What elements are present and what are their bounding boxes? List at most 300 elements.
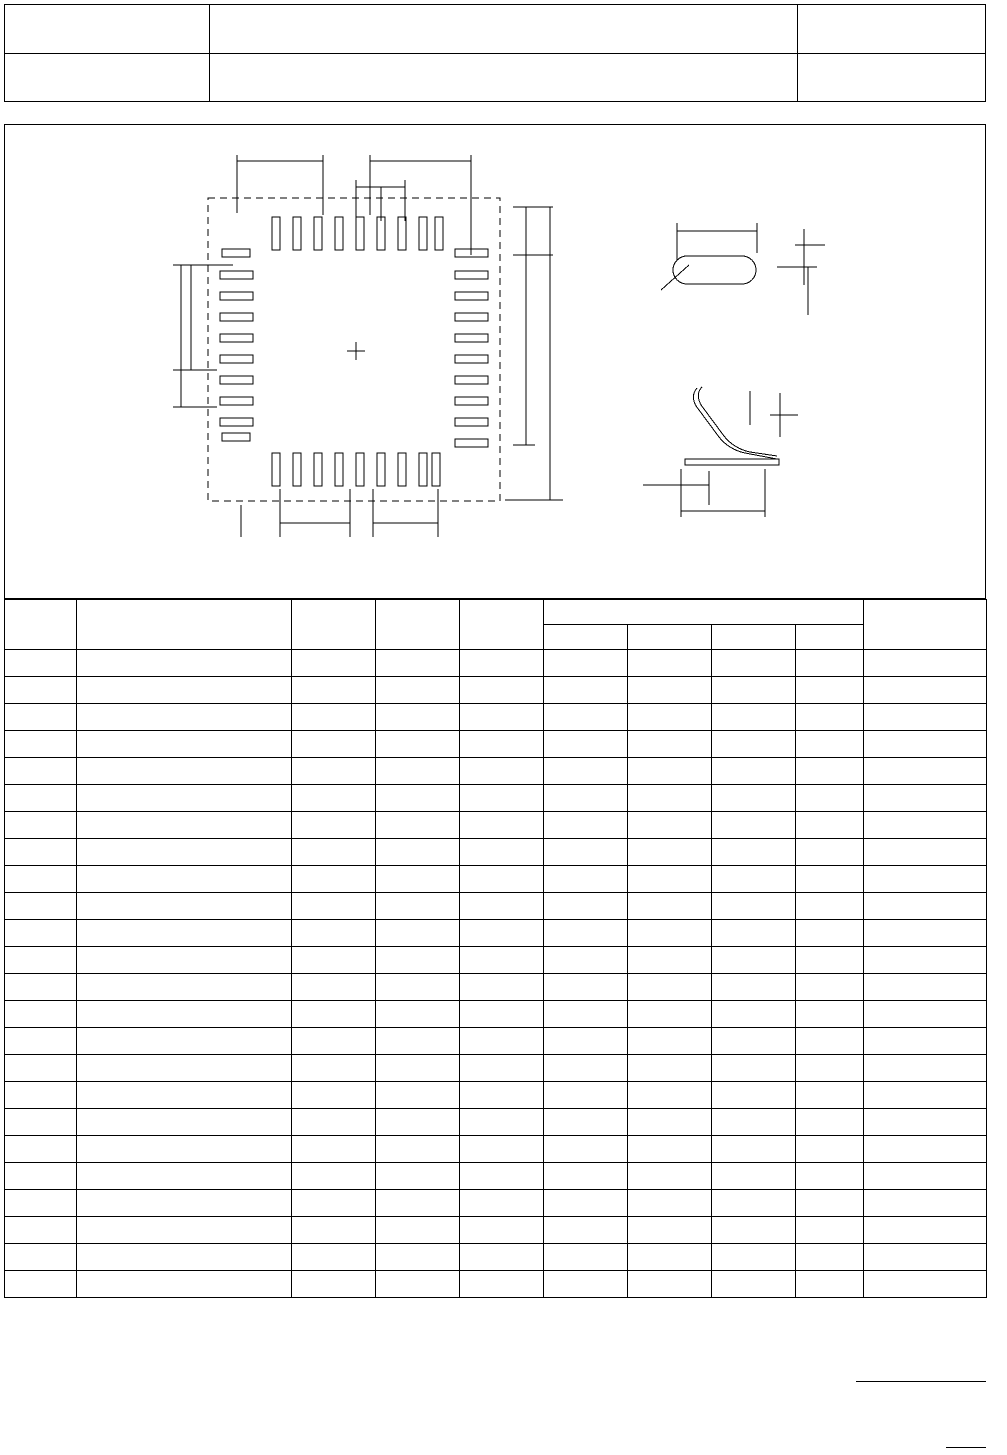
cell-7 <box>628 1055 712 1082</box>
table-row <box>5 1028 987 1055</box>
cell-4 <box>376 839 460 866</box>
cell-notes <box>864 947 987 974</box>
lead-row-top <box>272 217 443 250</box>
cell-3 <box>292 866 376 893</box>
cell-9 <box>796 866 864 893</box>
cell-9 <box>796 785 864 812</box>
cell-9 <box>796 920 864 947</box>
cell-8 <box>712 1082 796 1109</box>
cell-notes <box>864 731 987 758</box>
cell-8 <box>712 974 796 1001</box>
header-symbol <box>5 600 77 650</box>
cell-symbol <box>5 947 77 974</box>
cell-description <box>77 974 292 1001</box>
cell-9 <box>796 1163 864 1190</box>
lead-row-right <box>455 249 488 447</box>
table-row <box>5 704 987 731</box>
cell-5 <box>460 920 544 947</box>
cell-4 <box>376 731 460 758</box>
cell-5 <box>460 1190 544 1217</box>
cell-8 <box>712 1136 796 1163</box>
cell-6 <box>544 1055 628 1082</box>
cell-symbol <box>5 1163 77 1190</box>
cell-notes <box>864 758 987 785</box>
cell-8 <box>712 893 796 920</box>
header-col-4 <box>376 600 460 650</box>
table-row <box>5 785 987 812</box>
cell-3 <box>292 839 376 866</box>
cell-7 <box>628 1082 712 1109</box>
title-block <box>4 4 986 102</box>
cell-9 <box>796 1190 864 1217</box>
title-block-cell-center-top <box>210 5 798 53</box>
cell-description <box>77 1136 292 1163</box>
cell-description <box>77 1055 292 1082</box>
cell-5 <box>460 1001 544 1028</box>
cell-6 <box>544 1190 628 1217</box>
cell-notes <box>864 1055 987 1082</box>
cell-7 <box>628 1217 712 1244</box>
cell-7 <box>628 1028 712 1055</box>
cell-symbol <box>5 1082 77 1109</box>
cell-8 <box>712 1028 796 1055</box>
table-header-row-top <box>5 600 987 625</box>
cell-8 <box>712 758 796 785</box>
cell-symbol <box>5 1190 77 1217</box>
cell-3 <box>292 1001 376 1028</box>
cell-symbol <box>5 704 77 731</box>
header-group-span <box>544 600 864 625</box>
title-block-cell-left-top <box>5 5 210 53</box>
cell-6 <box>544 731 628 758</box>
cell-notes <box>864 1217 987 1244</box>
cell-symbol <box>5 650 77 677</box>
cell-6 <box>544 785 628 812</box>
cell-symbol <box>5 866 77 893</box>
cell-6 <box>544 920 628 947</box>
cell-9 <box>796 731 864 758</box>
cell-5 <box>460 812 544 839</box>
cell-4 <box>376 704 460 731</box>
cell-symbol <box>5 893 77 920</box>
cell-5 <box>460 785 544 812</box>
cell-9 <box>796 812 864 839</box>
table-row <box>5 812 987 839</box>
cell-3 <box>292 758 376 785</box>
cell-6 <box>544 974 628 1001</box>
cell-4 <box>376 1001 460 1028</box>
cell-7 <box>628 1109 712 1136</box>
cell-description <box>77 839 292 866</box>
cell-3 <box>292 1082 376 1109</box>
cell-notes <box>864 839 987 866</box>
cell-7 <box>628 758 712 785</box>
cell-notes <box>864 974 987 1001</box>
cell-4 <box>376 812 460 839</box>
cell-symbol <box>5 1217 77 1244</box>
cell-9 <box>796 677 864 704</box>
cell-6 <box>544 1244 628 1271</box>
cell-symbol <box>5 1001 77 1028</box>
cell-description <box>77 1271 292 1298</box>
cell-7 <box>628 1136 712 1163</box>
cell-5 <box>460 677 544 704</box>
cell-notes <box>864 677 987 704</box>
cell-6 <box>544 1163 628 1190</box>
detail-lead-end-view <box>661 223 825 315</box>
cell-description <box>77 677 292 704</box>
cell-5 <box>460 1163 544 1190</box>
cell-symbol <box>5 920 77 947</box>
cell-4 <box>376 677 460 704</box>
title-block-cell-center-bottom <box>210 54 798 102</box>
cell-6 <box>544 704 628 731</box>
footer-rule-secondary <box>946 1447 986 1448</box>
cell-3 <box>292 1217 376 1244</box>
lead-left-last <box>222 433 250 441</box>
table-row <box>5 1217 987 1244</box>
cell-8 <box>712 677 796 704</box>
table-row <box>5 920 987 947</box>
header-notes <box>864 600 987 650</box>
title-block-cell-left-bottom <box>5 54 210 102</box>
cell-3 <box>292 812 376 839</box>
cell-5 <box>460 1217 544 1244</box>
table-row <box>5 677 987 704</box>
cell-9 <box>796 893 864 920</box>
cell-7 <box>628 947 712 974</box>
cell-notes <box>864 1271 987 1298</box>
cell-notes <box>864 1082 987 1109</box>
cell-5 <box>460 893 544 920</box>
cell-7 <box>628 1163 712 1190</box>
table-row <box>5 1190 987 1217</box>
cell-9 <box>796 839 864 866</box>
header-col-5 <box>460 600 544 650</box>
cell-notes <box>864 704 987 731</box>
cell-3 <box>292 1055 376 1082</box>
table-row <box>5 947 987 974</box>
cell-4 <box>376 1136 460 1163</box>
cell-3 <box>292 1190 376 1217</box>
cell-4 <box>376 974 460 1001</box>
cell-3 <box>292 947 376 974</box>
cell-7 <box>628 839 712 866</box>
lead-row-bottom <box>272 453 440 486</box>
cell-5 <box>460 866 544 893</box>
cell-9 <box>796 1028 864 1055</box>
header-sub-col-9 <box>796 625 864 650</box>
cell-6 <box>544 1109 628 1136</box>
cell-3 <box>292 731 376 758</box>
cell-4 <box>376 1109 460 1136</box>
cell-8 <box>712 1271 796 1298</box>
cell-5 <box>460 1244 544 1271</box>
cell-9 <box>796 974 864 1001</box>
cell-5 <box>460 1055 544 1082</box>
cell-5 <box>460 1109 544 1136</box>
cell-9 <box>796 704 864 731</box>
cell-description <box>77 1001 292 1028</box>
cell-8 <box>712 1055 796 1082</box>
cell-symbol <box>5 1136 77 1163</box>
cell-6 <box>544 1271 628 1298</box>
cell-notes <box>864 1109 987 1136</box>
table-row <box>5 758 987 785</box>
cell-description <box>77 785 292 812</box>
cell-8 <box>712 947 796 974</box>
header-sub-col-6 <box>544 625 628 650</box>
title-block-cell-right-top <box>798 5 985 53</box>
cell-7 <box>628 866 712 893</box>
cell-6 <box>544 1001 628 1028</box>
cell-5 <box>460 650 544 677</box>
cell-notes <box>864 1136 987 1163</box>
cell-description <box>77 758 292 785</box>
cell-5 <box>460 1136 544 1163</box>
cell-6 <box>544 758 628 785</box>
cell-3 <box>292 893 376 920</box>
cell-notes <box>864 866 987 893</box>
cell-notes <box>864 1163 987 1190</box>
package-drawing-panel <box>4 124 986 599</box>
cell-9 <box>796 758 864 785</box>
cell-8 <box>712 731 796 758</box>
cell-9 <box>796 1109 864 1136</box>
cell-7 <box>628 893 712 920</box>
cell-9 <box>796 1271 864 1298</box>
title-block-cell-right-bottom <box>798 54 985 102</box>
cell-4 <box>376 1028 460 1055</box>
cell-3 <box>292 1109 376 1136</box>
center-datum-cross <box>347 342 365 360</box>
table-row <box>5 974 987 1001</box>
cell-4 <box>376 866 460 893</box>
cell-5 <box>460 947 544 974</box>
cell-6 <box>544 947 628 974</box>
cell-description <box>77 1082 292 1109</box>
cell-3 <box>292 704 376 731</box>
dimension-table <box>4 599 987 1298</box>
cell-5 <box>460 1028 544 1055</box>
cell-description <box>77 920 292 947</box>
cell-8 <box>712 1217 796 1244</box>
cell-6 <box>544 839 628 866</box>
cell-description <box>77 1028 292 1055</box>
title-block-row-top <box>5 5 985 54</box>
lead-row-left <box>220 271 253 426</box>
cell-symbol <box>5 1271 77 1298</box>
cell-4 <box>376 1217 460 1244</box>
cell-description <box>77 1244 292 1271</box>
cell-8 <box>712 1109 796 1136</box>
pin-one-indicator-lead <box>222 249 250 257</box>
cell-notes <box>864 920 987 947</box>
cell-7 <box>628 974 712 1001</box>
cell-4 <box>376 893 460 920</box>
cell-8 <box>712 704 796 731</box>
cell-7 <box>628 1244 712 1271</box>
cell-4 <box>376 1055 460 1082</box>
cell-symbol <box>5 974 77 1001</box>
cell-6 <box>544 866 628 893</box>
cell-7 <box>628 785 712 812</box>
table-row <box>5 1163 987 1190</box>
cell-description <box>77 812 292 839</box>
cell-8 <box>712 1190 796 1217</box>
cell-symbol <box>5 1028 77 1055</box>
cell-8 <box>712 839 796 866</box>
cell-9 <box>796 1217 864 1244</box>
cell-notes <box>864 1190 987 1217</box>
cell-7 <box>628 650 712 677</box>
table-row <box>5 1271 987 1298</box>
cell-symbol <box>5 839 77 866</box>
cell-7 <box>628 704 712 731</box>
cell-4 <box>376 1190 460 1217</box>
header-sub-col-8 <box>712 625 796 650</box>
cell-description <box>77 1217 292 1244</box>
table-row <box>5 893 987 920</box>
cell-4 <box>376 1082 460 1109</box>
cell-9 <box>796 947 864 974</box>
cell-3 <box>292 1244 376 1271</box>
cell-symbol <box>5 731 77 758</box>
cell-9 <box>796 650 864 677</box>
package-outline-drawing <box>5 125 985 598</box>
cell-6 <box>544 1028 628 1055</box>
cell-6 <box>544 677 628 704</box>
cell-notes <box>864 785 987 812</box>
cell-description <box>77 1190 292 1217</box>
table-row <box>5 1136 987 1163</box>
cell-3 <box>292 1271 376 1298</box>
cell-symbol <box>5 677 77 704</box>
cell-9 <box>796 1055 864 1082</box>
cell-description <box>77 1109 292 1136</box>
cell-8 <box>712 1163 796 1190</box>
cell-7 <box>628 677 712 704</box>
table-row <box>5 1244 987 1271</box>
cell-3 <box>292 1028 376 1055</box>
header-sub-col-7 <box>628 625 712 650</box>
cell-symbol <box>5 1055 77 1082</box>
cell-8 <box>712 785 796 812</box>
cell-8 <box>712 812 796 839</box>
cell-6 <box>544 1217 628 1244</box>
cell-9 <box>796 1082 864 1109</box>
cell-3 <box>292 1163 376 1190</box>
cell-4 <box>376 947 460 974</box>
cell-notes <box>864 1001 987 1028</box>
cell-5 <box>460 731 544 758</box>
cell-8 <box>712 1244 796 1271</box>
cell-symbol <box>5 812 77 839</box>
cell-4 <box>376 1244 460 1271</box>
dimension-lines-right <box>505 207 563 500</box>
cell-symbol <box>5 785 77 812</box>
cell-description <box>77 731 292 758</box>
cell-6 <box>544 650 628 677</box>
cell-7 <box>628 731 712 758</box>
cell-7 <box>628 1190 712 1217</box>
cell-5 <box>460 839 544 866</box>
cell-6 <box>544 893 628 920</box>
table-row <box>5 650 987 677</box>
cell-notes <box>864 893 987 920</box>
cell-4 <box>376 1163 460 1190</box>
cell-symbol <box>5 1109 77 1136</box>
title-block-row-bottom <box>5 54 985 102</box>
cell-3 <box>292 974 376 1001</box>
cell-4 <box>376 1271 460 1298</box>
table-row <box>5 866 987 893</box>
cell-9 <box>796 1136 864 1163</box>
cell-5 <box>460 704 544 731</box>
table-row <box>5 1055 987 1082</box>
cell-description <box>77 704 292 731</box>
cell-notes <box>864 812 987 839</box>
cell-6 <box>544 1082 628 1109</box>
cell-7 <box>628 1271 712 1298</box>
cell-8 <box>712 1001 796 1028</box>
cell-9 <box>796 1244 864 1271</box>
cell-6 <box>544 1136 628 1163</box>
cell-5 <box>460 1271 544 1298</box>
cell-5 <box>460 974 544 1001</box>
cell-3 <box>292 785 376 812</box>
cell-6 <box>544 812 628 839</box>
cell-8 <box>712 920 796 947</box>
cell-8 <box>712 650 796 677</box>
cell-3 <box>292 650 376 677</box>
cell-description <box>77 893 292 920</box>
cell-7 <box>628 1001 712 1028</box>
header-description <box>77 600 292 650</box>
cell-symbol <box>5 1244 77 1271</box>
cell-notes <box>864 650 987 677</box>
table-row <box>5 1109 987 1136</box>
cell-4 <box>376 785 460 812</box>
header-col-3 <box>292 600 376 650</box>
cell-4 <box>376 758 460 785</box>
cell-7 <box>628 812 712 839</box>
cell-9 <box>796 1001 864 1028</box>
cell-description <box>77 866 292 893</box>
cell-notes <box>864 1244 987 1271</box>
cell-7 <box>628 920 712 947</box>
cell-3 <box>292 1136 376 1163</box>
package-body-outline <box>208 198 500 501</box>
cell-symbol <box>5 758 77 785</box>
table-row <box>5 1082 987 1109</box>
cell-3 <box>292 920 376 947</box>
dimension-lines-bottom <box>241 489 438 537</box>
cell-4 <box>376 920 460 947</box>
cell-description <box>77 947 292 974</box>
cell-5 <box>460 1082 544 1109</box>
footer-rule <box>856 1381 986 1382</box>
cell-3 <box>292 677 376 704</box>
table-row <box>5 731 987 758</box>
dimension-lines-left <box>173 265 233 407</box>
cell-4 <box>376 650 460 677</box>
cell-8 <box>712 866 796 893</box>
cell-description <box>77 650 292 677</box>
cell-notes <box>864 1028 987 1055</box>
cell-description <box>77 1163 292 1190</box>
table-row <box>5 839 987 866</box>
